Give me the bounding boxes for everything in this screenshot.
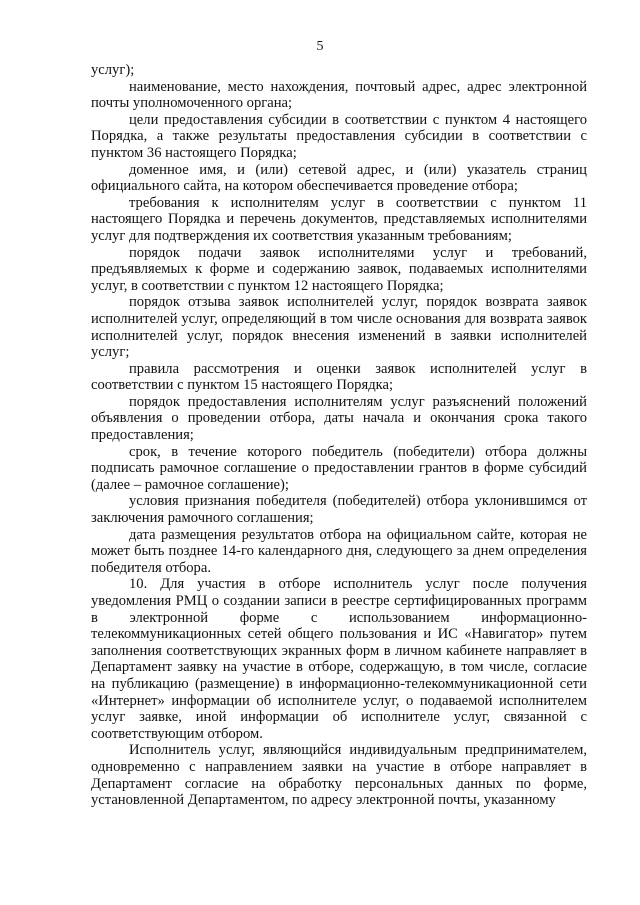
- paragraph-organ-address: наименование, место нахождения, почтовый адрес, адрес электронной почты уполномоченного органа;: [91, 78, 587, 112]
- paragraph-application-procedure: порядок подачи заявок исполнителями услуг и требований, предъявляемых к форме и содержанию заявок, подаваемых исполнителями услуг, в соответствии с пунктом 12 настоящего Порядка;: [91, 244, 587, 294]
- paragraph-subsidy-goals: цели предоставления субсидии в соответствии с пунктом 4 настоящего Порядка, а также результаты предоставления субсидии в соответствии с пунктом 36 настоящего Порядка;: [91, 111, 587, 161]
- paragraph-results-date: дата размещения результатов отбора на официальном сайте, которая не может быть позднее 14-го календарного дня, следующего за днем определения победителя отбора.: [91, 526, 587, 576]
- document-body: [91, 62, 587, 809]
- paragraph-requirements: требования к исполнителям услуг в соответствии с пунктом 11 настоящего Порядка и перечень документов, представляемых исполнителями услуг для подтверждения их соответствия указанным требованиям;: [91, 194, 587, 244]
- paragraph-entrepreneur-consent: Исполнитель услуг, являющийся индивидуальным предпринимателем, одновременно с направлением заявки на участие в отборе направляет в Департамент согласие на обработку персональных данных по форме, установленной Департаментом, по адресу электронной почты, указанному: [91, 742, 587, 809]
- paragraph-withdrawal-procedure: порядок отзыва заявок исполнителей услуг, порядок возврата заявок исполнителей услуг, определяющий в том числе основания для возврата заявок исполнителей услуг, порядок внесения изменений в заявки исполнителей услуг;: [91, 294, 587, 361]
- paragraph-domain-name: доменное имя, и (или) сетевой адрес, и (или) указатель страниц официального сайта, на котором обеспечивается проведение отбора;: [91, 161, 587, 195]
- paragraph-evasion-conditions: условия признания победителя (победителей) отбора уклонившимся от заключения рамочного соглашения;: [91, 493, 587, 527]
- paragraph-signing-deadline: срок, в течение которого победитель (победители) отбора должны подписать рамочное соглашение о предоставлении грантов в форме субсидий (далее – рамочное соглашение);: [91, 443, 587, 493]
- paragraph-continuation: услуг);: [91, 62, 135, 78]
- paragraph-clarifications: порядок предоставления исполнителям услуг разъяснений положений объявления о проведении отбора, даты начала и окончания срока такого предоставления;: [91, 393, 587, 444]
- paragraph-evaluation-rules: правила рассмотрения и оценки заявок исполнителей услуг в соответствии с пунктом 15 настоящего Порядка;: [91, 360, 587, 394]
- paragraph-clause-10: 10. Для участия в отборе исполнитель услуг после получения уведомления РМЦ о создании записи в реестре сертифицированных программ в электронной форме с использованием информационно-телекоммуникационных сетей общего пользования и ИС «Навигатор» путем заполнения соответствующих экранных форм в личном кабинете направляет в Департамент заявку на участие в отборе, содержащую, в том числе, согласие на публикацию (размещение) в информационно-телекоммуникационной сети «Интернет» информации об исполнителе услуг, о подаваемой исполнителем услуг заявке, иной информации об исполнителе услуг, связанной с соответствующим отбором.: [91, 576, 587, 742]
- page-number: 5: [316, 39, 324, 54]
